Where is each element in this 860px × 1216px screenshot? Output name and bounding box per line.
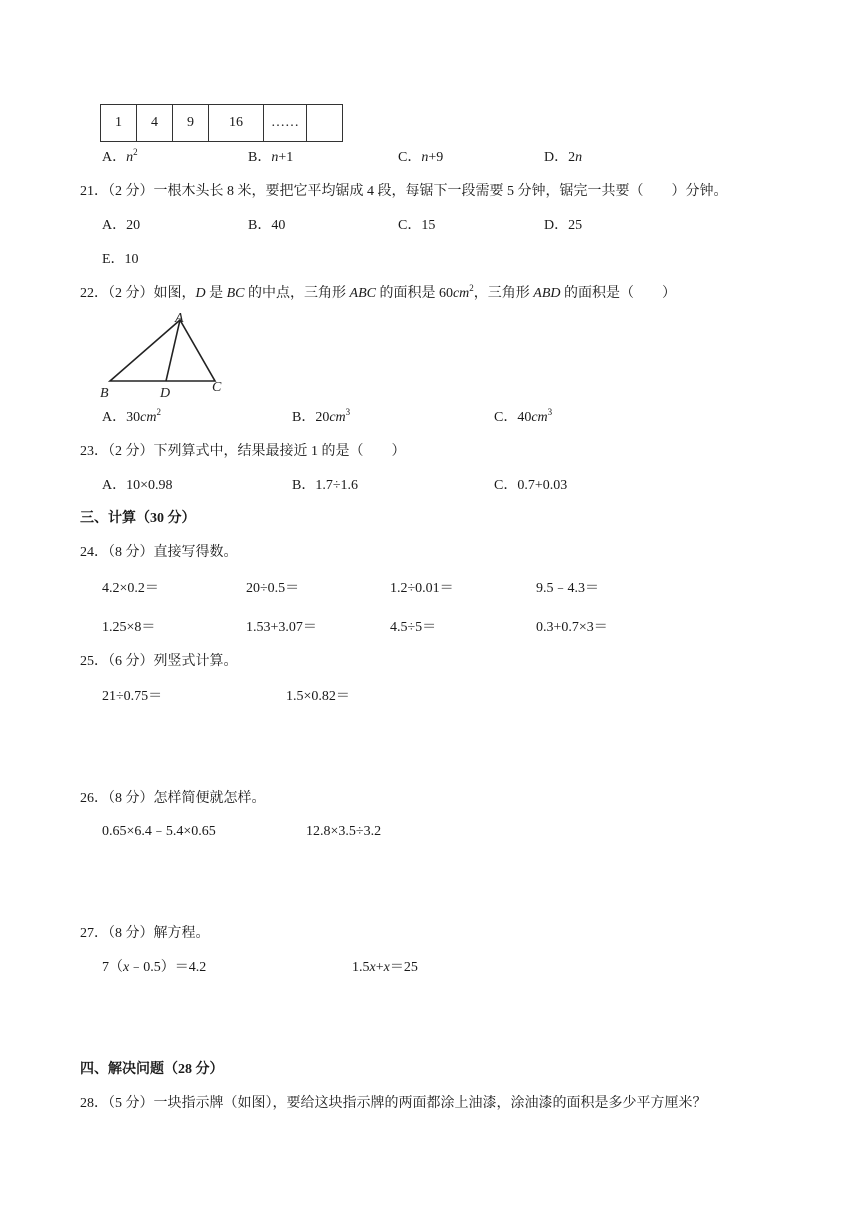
q26-text: 26．（8 分）怎样简便就怎样。 — [80, 791, 266, 806]
q25-item: 21÷0.75＝ — [102, 689, 163, 704]
q21-option-c: C．15 — [398, 218, 436, 233]
q24-item: 4.5÷5＝ — [390, 620, 437, 635]
q23-text: 23．（2 分）下列算式中，结果最接近 1 的是（ ） — [80, 444, 406, 459]
q20-option-c: C．n+9 — [398, 150, 444, 165]
q23-option-c: C．0.7+0.03 — [494, 478, 568, 493]
q22-text: 22．（2 分）如图，D 是 BC 的中点，三角形 ABC 的面积是 $60cm^2$，三角形 ABD 的面积是（ ） — [80, 283, 677, 301]
q27-equation-2: 1.5x+x＝25 — [352, 960, 418, 975]
table-cell: 1 — [101, 105, 137, 142]
q24-item: 4.2×0.2＝ — [102, 581, 159, 596]
table-cell: 4 — [137, 105, 173, 142]
segment-ad — [166, 320, 180, 381]
label-d: D — [160, 386, 171, 401]
q20-option-b: B．n+1 — [248, 150, 294, 165]
q20-option-d: D．2n — [544, 150, 583, 165]
q22-option-c: C．$40cm^3$ — [494, 407, 553, 425]
table-cell: 9 — [173, 105, 209, 142]
q27-equation-1: 7（x﹣0.5）＝4.2 — [102, 960, 207, 975]
q20-option-a: A．$n^2$ — [102, 147, 138, 165]
q24-item: 1.53+3.07＝ — [246, 620, 317, 635]
q24-item: 1.25×8＝ — [102, 620, 156, 635]
sequence-table — [100, 104, 343, 142]
q21-option-b: B．40 — [248, 218, 286, 233]
q24-item: 1.2÷0.01＝ — [390, 581, 454, 596]
table-cell — [307, 105, 343, 142]
q21-text: 21．（2 分）一根木头长 8 米，要把它平均锯成 4 段，每锯下一段需要 5 分钟，锯完一共要（ ）分钟。 — [80, 184, 728, 199]
triangle-abc — [110, 320, 215, 381]
q21-option-a: A．20 — [102, 218, 141, 233]
label-c: C — [212, 380, 222, 395]
q22-option-a: A．$30cm^2$ — [102, 407, 161, 425]
q21-option-e: E．10 — [102, 252, 139, 267]
q27-text: 27．（8 分）解方程。 — [80, 926, 210, 941]
table-cell: 16 — [209, 105, 264, 142]
q24-text: 24．（8 分）直接写得数。 — [80, 545, 238, 560]
label-b: B — [100, 386, 109, 401]
q24-item: 9.5﹣4.3＝ — [536, 581, 599, 596]
q28-text: 28．（5 分）一块指示牌（如图），要给这块指示牌的两面都涂上油漆，涂油漆的面积是多少平方厘米？ — [80, 1096, 707, 1111]
triangle-figure — [96, 308, 236, 402]
q24-item: 20÷0.5＝ — [246, 581, 300, 596]
label-a: A — [175, 311, 184, 326]
table-row — [101, 105, 343, 142]
q25-text: 25．（6 分）列竖式计算。 — [80, 654, 238, 669]
q22-option-b: B．$20cm^3$ — [292, 407, 351, 425]
q26-item: 0.65×6.4﹣5.4×0.65 — [102, 824, 216, 839]
table-cell: …… — [264, 105, 307, 142]
section-heading-3: 三、计算（30 分） — [80, 511, 196, 526]
q24-item: 0.3+0.7×3＝ — [536, 620, 608, 635]
section-heading-4: 四、解决问题（28 分） — [80, 1062, 224, 1077]
q23-option-a: A．10×0.98 — [102, 478, 173, 493]
q25-item: 1.5×0.82＝ — [286, 689, 350, 704]
q26-item: 12.8×3.5÷3.2 — [306, 824, 382, 839]
q23-option-b: B．1.7÷1.6 — [292, 478, 359, 493]
q21-option-d: D．25 — [544, 218, 583, 233]
